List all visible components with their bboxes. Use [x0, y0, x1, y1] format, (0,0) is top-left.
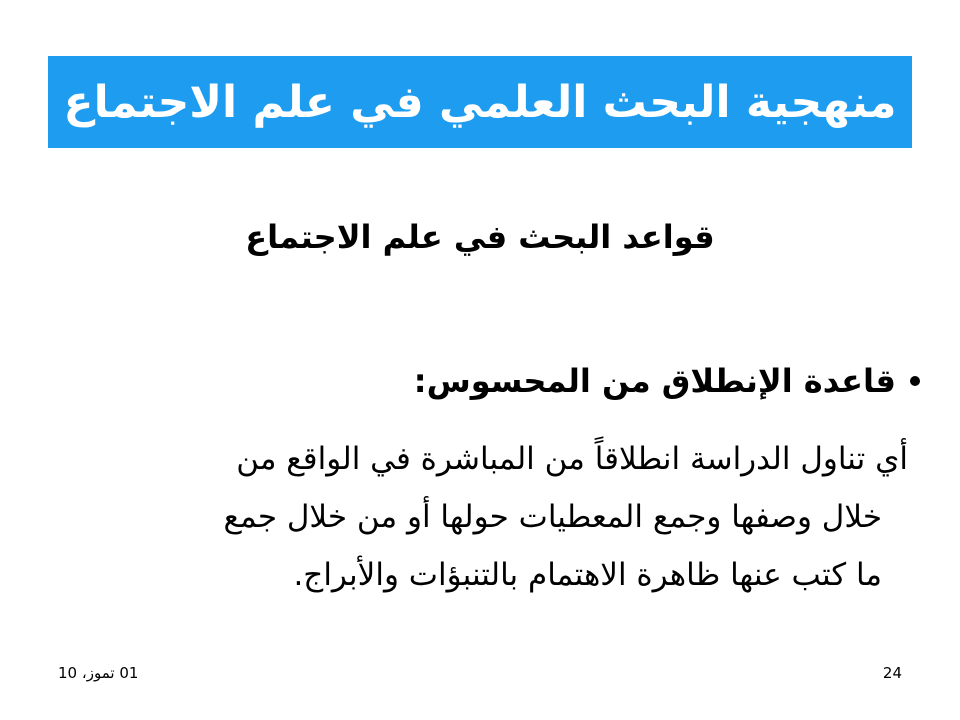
- footer-date: 01 تموز، 10: [58, 664, 139, 682]
- bullet-item: [414, 362, 920, 400]
- body-line-1: أي تناول الدراسة انطلاقاً من المباشرة في الواقع من: [236, 441, 908, 477]
- body-line-2: خلال وصفها وجمع المعطيات حولها أو من خلال جمع: [223, 499, 882, 535]
- slide-subtitle: قواعد البحث في علم الاجتماع: [245, 218, 715, 256]
- bullet-text: قاعدة الإنطلاق من المحسوس:: [413, 362, 896, 400]
- bullet-dot-icon: [910, 376, 920, 386]
- footer-page-number: 24: [882, 664, 902, 682]
- body-paragraph: [58, 430, 908, 604]
- title-banner: [48, 56, 912, 148]
- body-line-3: ما كتب عنها ظاهرة الاهتمام بالتنبؤات والأبراج.: [293, 557, 882, 593]
- slide-title: منهجية البحث العلمي في علم الاجتماع: [63, 76, 897, 128]
